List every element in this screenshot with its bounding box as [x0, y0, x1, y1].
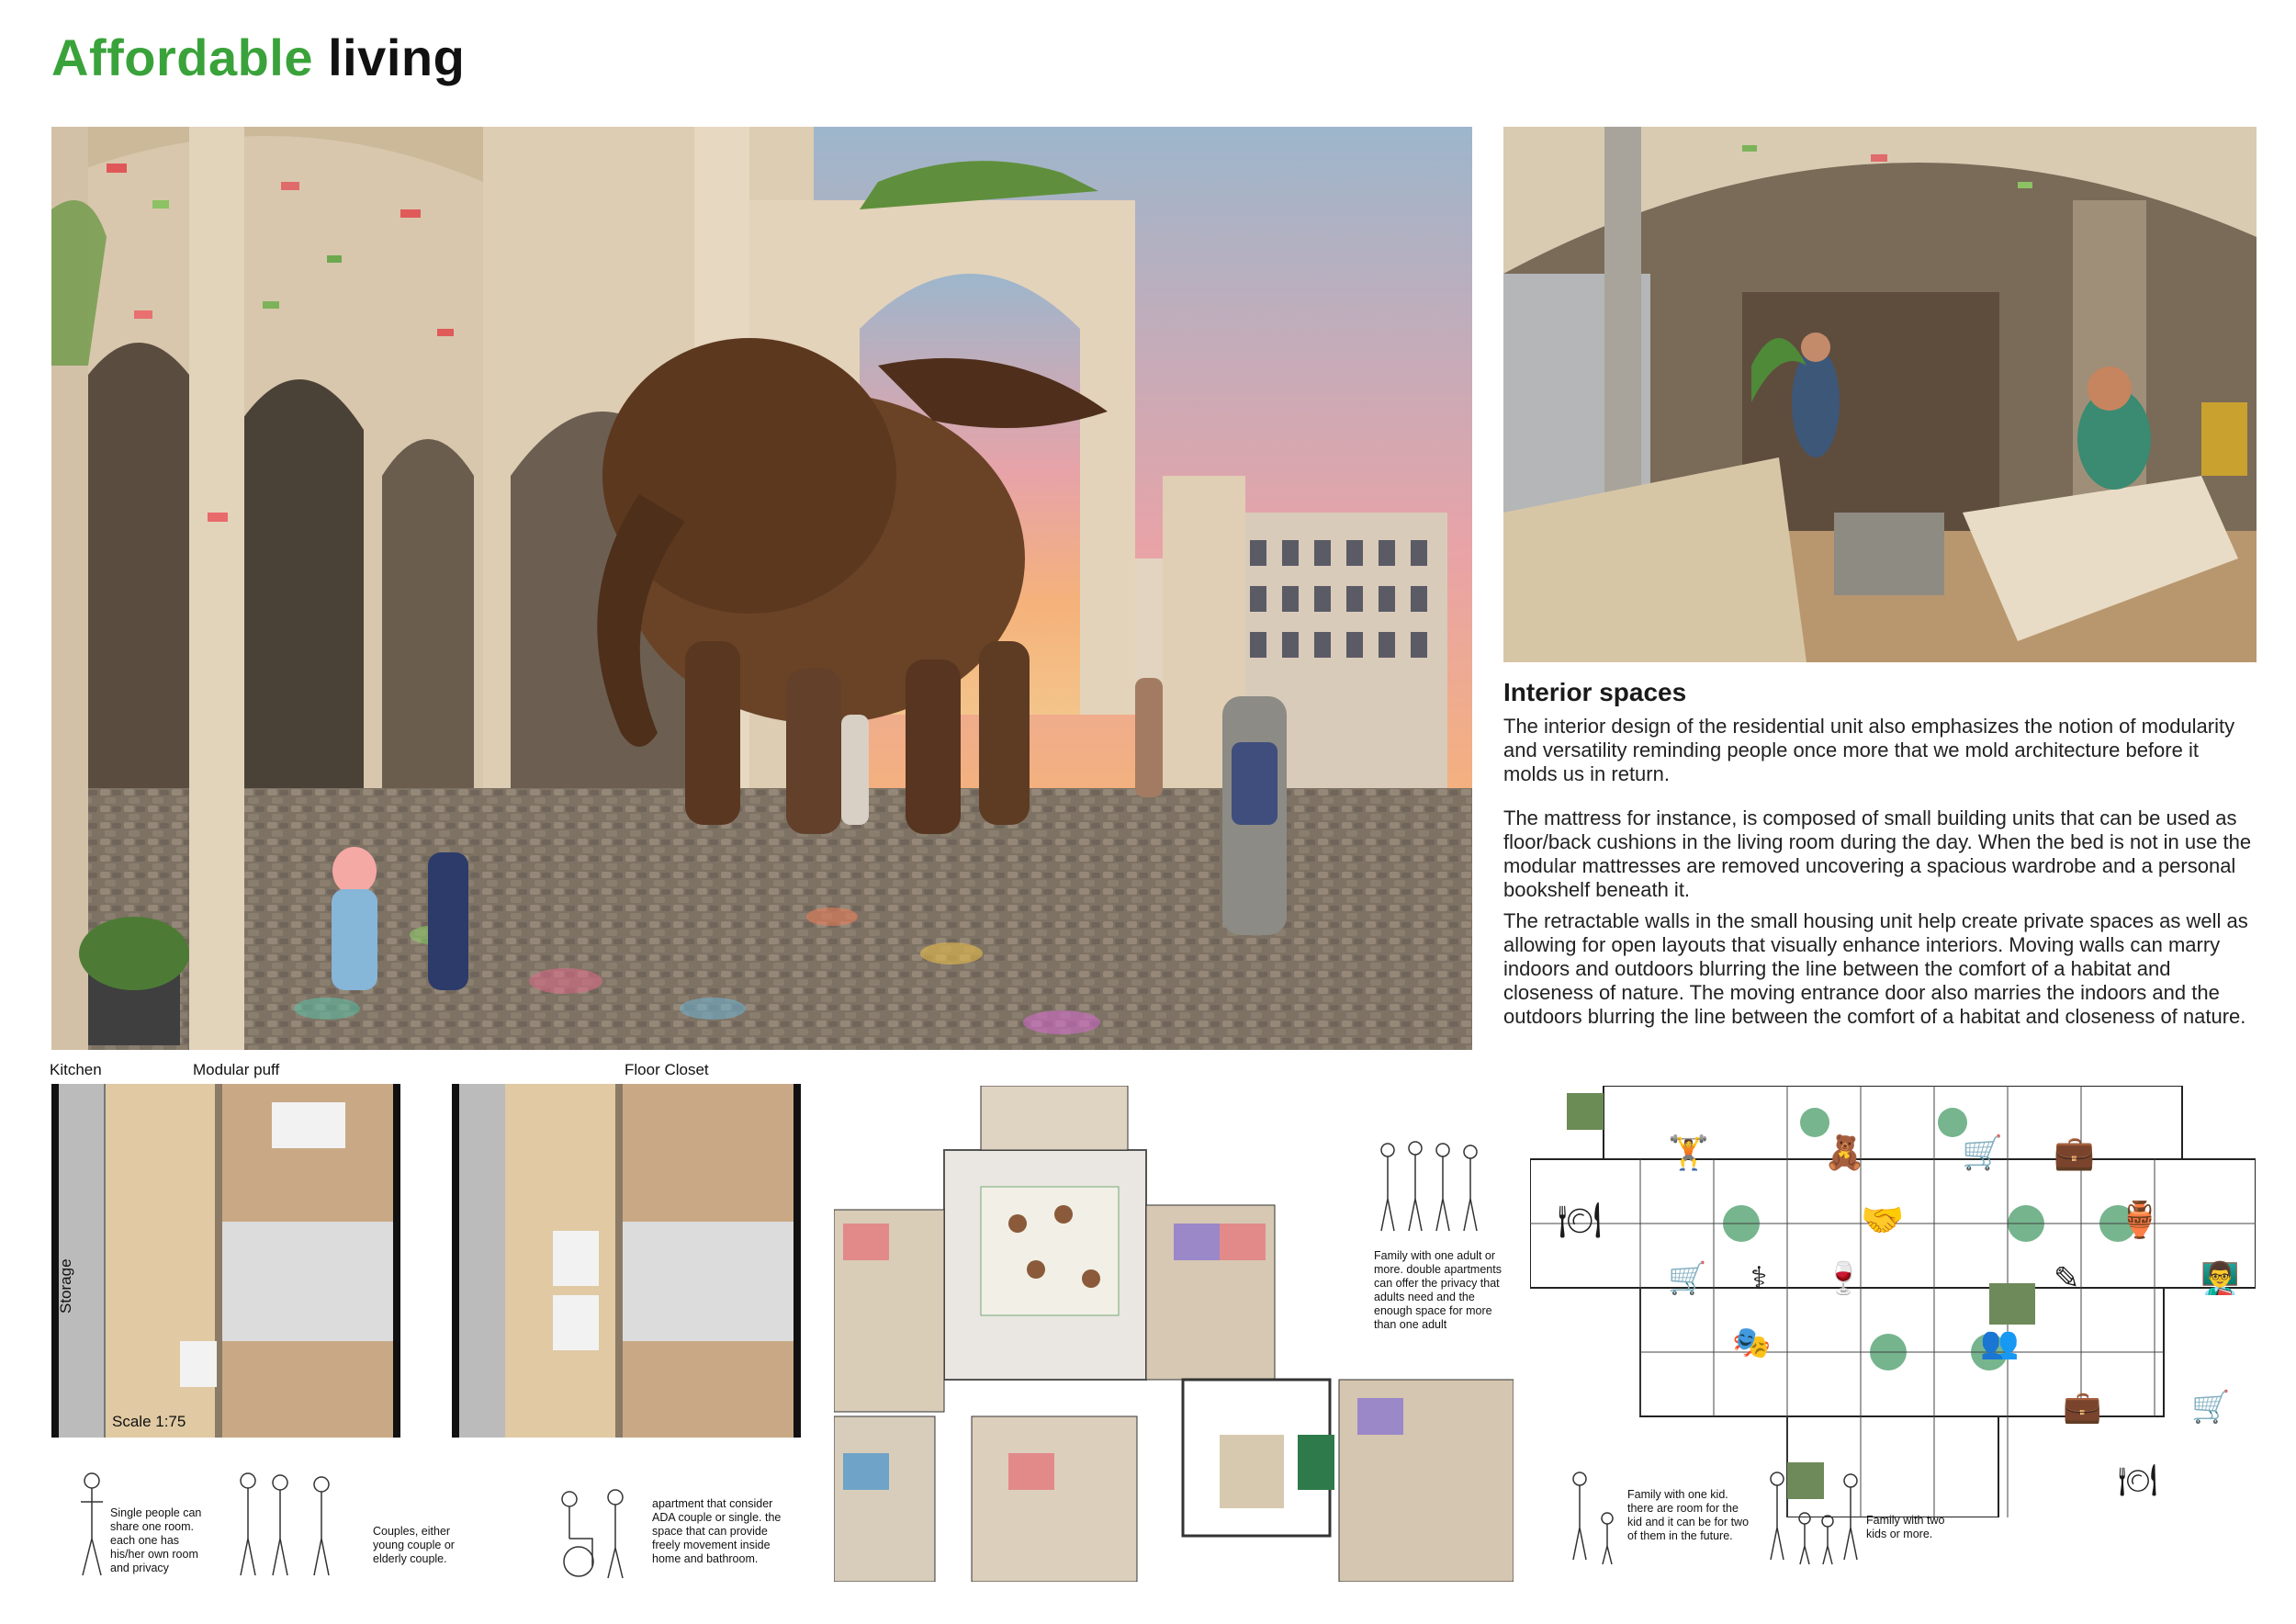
wine-icon: 🍷 — [1824, 1261, 1863, 1296]
figures-family-one-kid — [1561, 1468, 1626, 1569]
title-accent: Affordable — [51, 28, 313, 86]
shopping-cart-icon: 🛒 — [1962, 1133, 2003, 1171]
shopping-cart-icon-2: 🛒 — [1668, 1261, 1707, 1296]
interior-heading: Interior spaces — [1503, 678, 1687, 706]
dining-icon: 🍽 — [1558, 1201, 1603, 1240]
interior-paragraph-1: The interior design of the residential unit also emphasizes the notion of modularity and versatility reminding people once more that we mold architecture before it molds us in return. — [1503, 715, 2235, 785]
title-rest: living — [328, 28, 466, 86]
theater-icon: 🎭 — [1732, 1325, 1772, 1360]
community-icon-grid-plan — [1530, 1086, 2256, 1517]
figures-single — [73, 1470, 110, 1580]
vases-icon: 🏺 — [2118, 1201, 2162, 1240]
label-floor-closet: Floor Closet — [625, 1061, 709, 1078]
shopping-cart-icon-3: 🛒 — [2191, 1390, 2231, 1425]
interior-render-image — [1503, 127, 2257, 662]
teaching-icon: 👨‍🏫 — [2200, 1261, 2240, 1296]
figures-ada — [551, 1488, 643, 1580]
caption-single: Single people can share one room. each one has his/her own room and privacy — [110, 1506, 202, 1574]
caption-family-one-kid: Family with one kid. there are room for the kid and it can be for two of them in the future. — [1627, 1488, 1750, 1542]
caption-ada: apartment that consider ADA couple or single. the space that can provide freely movement inside home and bathroom. — [652, 1497, 782, 1565]
briefcase-icon: 💼 — [2054, 1133, 2095, 1171]
handshake-icon: 🤝 — [1861, 1201, 1905, 1240]
plaza-render-image — [51, 127, 1472, 1050]
label-modular-puff: Modular puff — [193, 1061, 280, 1078]
art-palette-icon: ✎ — [2054, 1261, 2080, 1296]
floor-plan-1 — [51, 1084, 400, 1438]
audience-icon: 👥 — [1980, 1325, 2020, 1360]
label-scale: Scale 1:75 — [112, 1413, 186, 1430]
floor-plan-2 — [452, 1084, 801, 1438]
medical-icon: ⚕ — [1750, 1261, 1768, 1296]
dining-icon-2: 🍽 — [2118, 1463, 2158, 1498]
label-storage: Storage — [57, 1258, 74, 1314]
page-title — [51, 28, 465, 87]
label-kitchen: Kitchen — [50, 1061, 102, 1078]
briefcase-icon-2: 💼 — [2063, 1390, 2102, 1425]
caption-family-adult: Family with one adult or more. double apartments can offer the privacy that adults need and the enough space for more than one adult — [1374, 1249, 1502, 1331]
figures-family-adult — [1374, 1139, 1484, 1240]
gym-icon: 🏋 — [1668, 1133, 1709, 1171]
interior-paragraph-2: The mattress for instance, is composed of small building units that can be used as floor/back cushions in the living room during the day. When the bed is not in use the modular mattresses are removed uncovering a spacious wardrobe and a personal bookshelf beneath it. — [1503, 806, 2252, 901]
plaza-render-svg — [51, 127, 1472, 1050]
figures-couples — [230, 1470, 358, 1580]
caption-couples: Couples, either young couple or elderly couple. — [373, 1525, 455, 1565]
interior-paragraph-3: The retractable walls in the small housing unit help create private spaces as well as allowing for open layouts that visually enhance interiors. Moving walls can marry indoors and outdoors blurring the line between the comfort of a habitat and closeness of nature. The moving entrance door also marries the indoors and the outdoors blurring the line between the comfort of a habitat and closeness of nature. — [1503, 909, 2248, 1028]
caption-family-two-kids: Family with two kids or more. — [1866, 1514, 1945, 1540]
figures-family-two-kids — [1763, 1468, 1864, 1569]
teddy-bear-icon: 🧸 — [1824, 1133, 1865, 1171]
